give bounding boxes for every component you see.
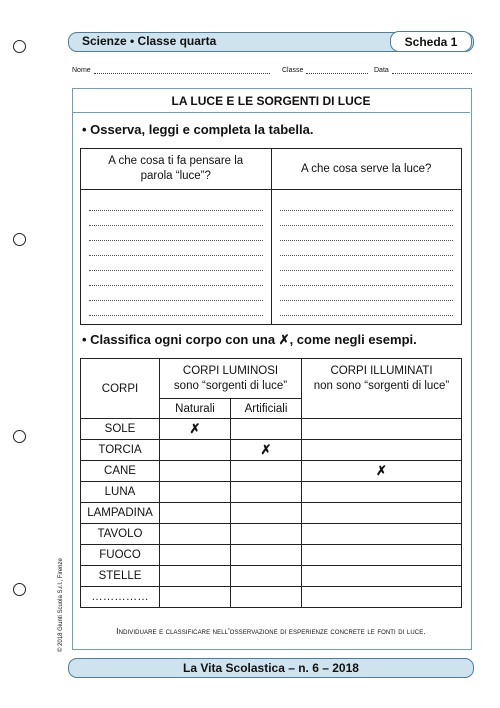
artificiali-cell[interactable]: [231, 503, 302, 524]
table-row: [81, 440, 462, 461]
naturali-cell[interactable]: [160, 503, 231, 524]
naturali-cell[interactable]: [160, 545, 231, 566]
instruction-2: • Classifica ogni corpo con una ✗, come negli esempi.: [82, 332, 417, 347]
classe-field[interactable]: [282, 67, 368, 74]
illuminati-cell[interactable]: [302, 440, 462, 461]
illuminati-cell[interactable]: [302, 524, 462, 545]
corpo-name: TORCIA: [81, 440, 160, 461]
luminosi-subtitle: sono “sorgenti di luce”: [173, 379, 288, 392]
artificiali-header: Artificiali: [231, 399, 302, 419]
reflection-answer-1[interactable]: [81, 190, 272, 325]
naturali-cell[interactable]: [160, 587, 231, 608]
illuminati-cell[interactable]: [302, 461, 462, 482]
table-row: [81, 482, 462, 503]
artificiali-cell[interactable]: [231, 482, 302, 503]
reflection-col2-header: A che cosa serve la luce?: [271, 149, 462, 190]
illuminati-cell[interactable]: [302, 587, 462, 608]
footer-bar: La Vita Scolastica – n. 6 – 2018: [68, 658, 474, 678]
naturali-cell[interactable]: [160, 440, 231, 461]
classe-label: Classe: [282, 67, 304, 74]
naturali-cell[interactable]: [160, 524, 231, 545]
instruction-1: • Osserva, leggi e completa la tabella.: [82, 122, 314, 137]
corpi-header: CORPI: [81, 359, 160, 419]
naturali-header: Naturali: [160, 399, 231, 419]
reflection-col1-header: A che cosa ti fa pensare la parola “luce”?: [81, 149, 272, 190]
binder-hole-3: [13, 430, 26, 443]
cross-mark-icon: ✗: [189, 421, 201, 436]
artificiali-cell[interactable]: [231, 587, 302, 608]
table-row: [81, 503, 462, 524]
table-row: [81, 419, 462, 440]
title-divider: [72, 112, 470, 113]
luminosi-title: CORPI LUMINOSI: [182, 364, 279, 377]
illuminati-cell[interactable]: [302, 503, 462, 524]
artificiali-cell[interactable]: [231, 440, 302, 461]
cross-mark-icon: ✗: [376, 463, 387, 478]
data-blank: [392, 67, 472, 74]
data-label: Data: [374, 67, 389, 74]
corpo-name: STELLE: [81, 566, 160, 587]
reflection-answer-2[interactable]: [271, 190, 462, 325]
cross-mark-icon: ✗: [260, 442, 272, 457]
table-row: [81, 587, 462, 608]
illuminati-cell[interactable]: [302, 566, 462, 587]
corpo-name: FUOCO: [81, 545, 160, 566]
corpo-name: SOLE: [81, 419, 160, 440]
corpo-name: TAVOLO: [81, 524, 160, 545]
artificiali-cell[interactable]: [231, 566, 302, 587]
naturali-cell[interactable]: [160, 419, 231, 440]
nome-label: Nome: [72, 67, 91, 74]
learning-objective: Individuare e classificare nell'osservazione di esperienze concrete le fonti di luce.: [116, 626, 426, 636]
naturali-cell[interactable]: [160, 482, 231, 503]
copyright-notice: © 2018 Giunti Scuola S.r.l., Firenze: [58, 558, 64, 652]
table-row: [81, 461, 462, 482]
luminosi-header: [160, 359, 302, 399]
corpo-name: LUNA: [81, 482, 160, 503]
illuminati-title: CORPI ILLUMINATI: [330, 365, 433, 377]
artificiali-cell[interactable]: [231, 461, 302, 482]
table-row: [81, 524, 462, 545]
binder-hole-1: [13, 40, 26, 53]
data-field[interactable]: [374, 67, 472, 74]
table-row: [81, 545, 462, 566]
illuminati-subtitle: non sono “sorgenti di luce”: [313, 380, 450, 392]
artificiali-cell[interactable]: [231, 524, 302, 545]
artificiali-cell[interactable]: [231, 545, 302, 566]
illuminati-cell[interactable]: [302, 419, 462, 440]
header-subject: Scienze • Classe quarta: [82, 34, 217, 48]
table-row: [81, 566, 462, 587]
naturali-cell[interactable]: [160, 566, 231, 587]
illuminati-header: [302, 359, 462, 419]
binder-hole-4: [13, 583, 26, 596]
binder-hole-2: [13, 233, 26, 246]
nome-blank: [94, 67, 270, 74]
illuminati-cell[interactable]: [302, 545, 462, 566]
naturali-cell[interactable]: [160, 461, 231, 482]
classification-table: [80, 358, 462, 608]
classe-blank: [306, 67, 368, 74]
nome-field[interactable]: [72, 67, 270, 74]
corpo-name: LAMPADINA: [81, 503, 160, 524]
scheda-label: Scheda 1: [390, 31, 472, 52]
corpo-name: ……………: [81, 587, 160, 608]
illuminati-cell[interactable]: [302, 482, 462, 503]
corpo-name: CANE: [81, 461, 160, 482]
page-title: LA LUCE E LE SORGENTI DI LUCE: [171, 94, 371, 108]
artificiali-cell[interactable]: [231, 419, 302, 440]
reflection-table: [80, 148, 462, 325]
